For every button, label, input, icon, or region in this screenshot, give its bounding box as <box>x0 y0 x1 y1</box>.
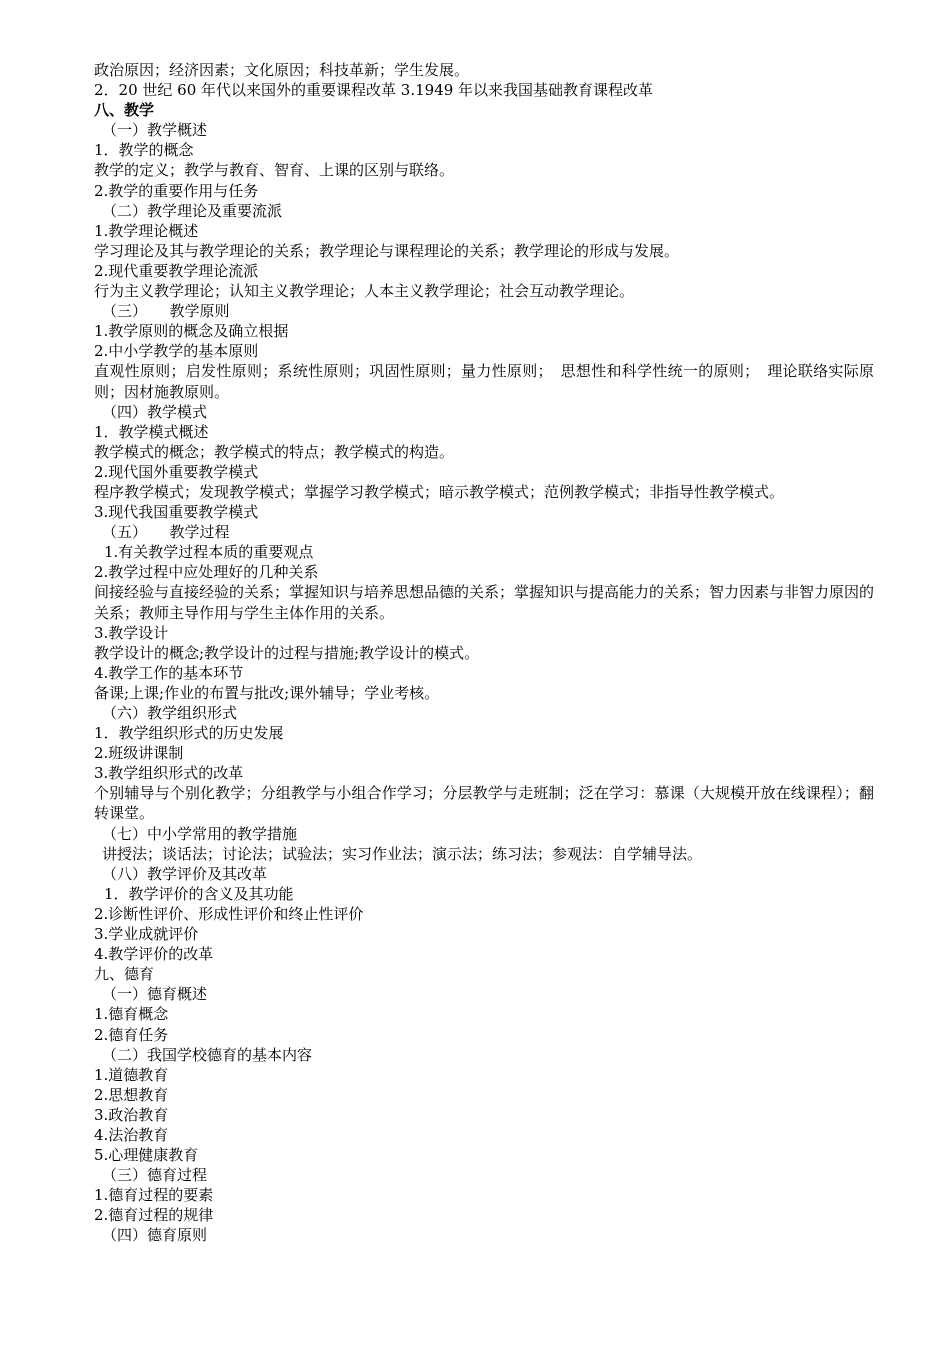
text-line: 讲授法；谈话法；讨论法；试验法；实习作业法；演示法；练习法；参观法：自学辅导法。 <box>102 844 703 863</box>
text-line: 政治原因；经济因素；文化原因；科技革新；学生发展。 <box>94 61 470 79</box>
subsection-heading: 2.诊断性评价、形成性评价和终止性评价 <box>94 904 364 923</box>
text-line: 教学的定义；教学与教育、智育、上课的区别与联络。 <box>94 161 455 180</box>
section-heading: （二）我国学校德育的基本内容 <box>102 1045 313 1064</box>
text-line: 学习理论及其与教学理论的关系；教学理论与课程理论的关系；教学理论的形成与发展。 <box>94 241 680 260</box>
subsection-heading: 1.道德教育 <box>94 1065 169 1084</box>
subsection-heading: 1．教学评价的含义及其功能 <box>104 884 294 903</box>
subsection-heading: 2.中小学教学的基本原则 <box>94 342 259 361</box>
subsection-heading: 2.现代重要教学理论流派 <box>94 261 259 280</box>
text-paragraph: 直观性原则；启发性原则；系统性原则；巩固性原则；量力性原则； 思想性和科学性统一的原则； 理论联络实际原则；因材施教原则。 <box>94 362 874 401</box>
text-paragraph: 个别辅导与个别化教学；分组教学与小组合作学习；分层教学与走班制；泛在学习：慕课（大规模开放在线课程）；翻转课堂。 <box>94 784 874 823</box>
subsection-heading: 1．教学的概念 <box>94 141 194 160</box>
text-line: 行为主义教学理论；认知主义教学理论；人本主义教学理论；社会互动教学理论。 <box>94 282 635 301</box>
subsection-heading: 3.教学组织形式的改革 <box>94 764 244 783</box>
subsection-heading: 1.有关教学过程本质的重要观点 <box>104 543 314 562</box>
subsection-heading: 3.现代我国重要教学模式 <box>94 503 259 522</box>
section-heading: （一）教学概述 <box>102 121 208 140</box>
subsection-heading: 2.德育任务 <box>94 1025 169 1044</box>
document-body <box>94 60 874 1246</box>
chapter-heading: 八、教学 <box>94 101 155 120</box>
subsection-heading: 1.德育概念 <box>94 1005 169 1024</box>
subsection-heading: 4.教学工作的基本环节 <box>94 663 244 682</box>
subsection-heading: 2.思想教育 <box>94 1085 169 1104</box>
subsection-heading: 1.德育过程的要素 <box>94 1186 214 1205</box>
text-line: 2．20 世纪 60 年代以来国外的重要课程改革 3.1949 年以来我国基础教育课程改革 <box>94 81 654 100</box>
section-heading: （一）德育概述 <box>102 985 208 1004</box>
text-paragraph: 间接经验与直接经验的关系；掌握知识与培养思想品德的关系；掌握知识与提高能力的关系；智力因素与非智力原因的关系；教师主导作用与学生主体作用的关系。 <box>94 583 875 622</box>
subsection-heading: 1.教学理论概述 <box>94 221 199 240</box>
section-heading: （三）德育过程 <box>102 1166 208 1185</box>
subsection-heading: 5.心理健康教育 <box>94 1146 199 1165</box>
text-line: 备课;上课;作业的布置与批改;课外辅导；学业考核。 <box>94 683 440 702</box>
section-heading: （六）教学组织形式 <box>102 704 238 722</box>
section-heading: （五） 教学过程 <box>102 523 230 542</box>
subsection-heading: 2.德育过程的规律 <box>94 1206 214 1225</box>
section-heading: （八）教学评价及其改革 <box>102 864 268 883</box>
section-heading: （七）中小学常用的教学措施 <box>102 824 298 843</box>
section-heading: （三） 教学原则 <box>102 302 230 321</box>
subsection-heading: 1．教学组织形式的历史发展 <box>94 724 284 743</box>
subsection-heading: 4.法治教育 <box>94 1125 169 1144</box>
text-line: 教学模式的概念；教学模式的特点；教学模式的构造。 <box>94 442 455 461</box>
subsection-heading: 3.教学设计 <box>94 623 169 642</box>
subsection-heading: 2.现代国外重要教学模式 <box>94 462 259 481</box>
subsection-heading: 1.教学原则的概念及确立根据 <box>94 322 289 341</box>
section-heading: （四）德育原则 <box>102 1226 208 1245</box>
section-heading: （二）教学理论及重要流派 <box>102 201 283 220</box>
subsection-heading: 4.教学评价的改革 <box>94 945 214 964</box>
subsection-heading: 1．教学模式概述 <box>94 422 209 441</box>
subsection-heading: 2.班级讲课制 <box>94 744 184 763</box>
subsection-heading: 3.政治教育 <box>94 1105 169 1124</box>
subsection-heading: 2.教学过程中应处理好的几种关系 <box>94 563 319 582</box>
text-line: 教学设计的概念;教学设计的过程与措施;教学设计的模式。 <box>94 643 480 662</box>
subsection-heading: 2.教学的重要作用与任务 <box>94 181 259 200</box>
subsection-heading: 3.学业成就评价 <box>94 925 199 944</box>
section-heading: （四）教学模式 <box>102 402 208 421</box>
chapter-heading: 九、德育 <box>94 965 155 984</box>
text-paragraph: 程序教学模式；发现教学模式；掌握学习教学模式；暗示教学模式；范例教学模式；非指导性教学模式。 <box>94 482 785 501</box>
